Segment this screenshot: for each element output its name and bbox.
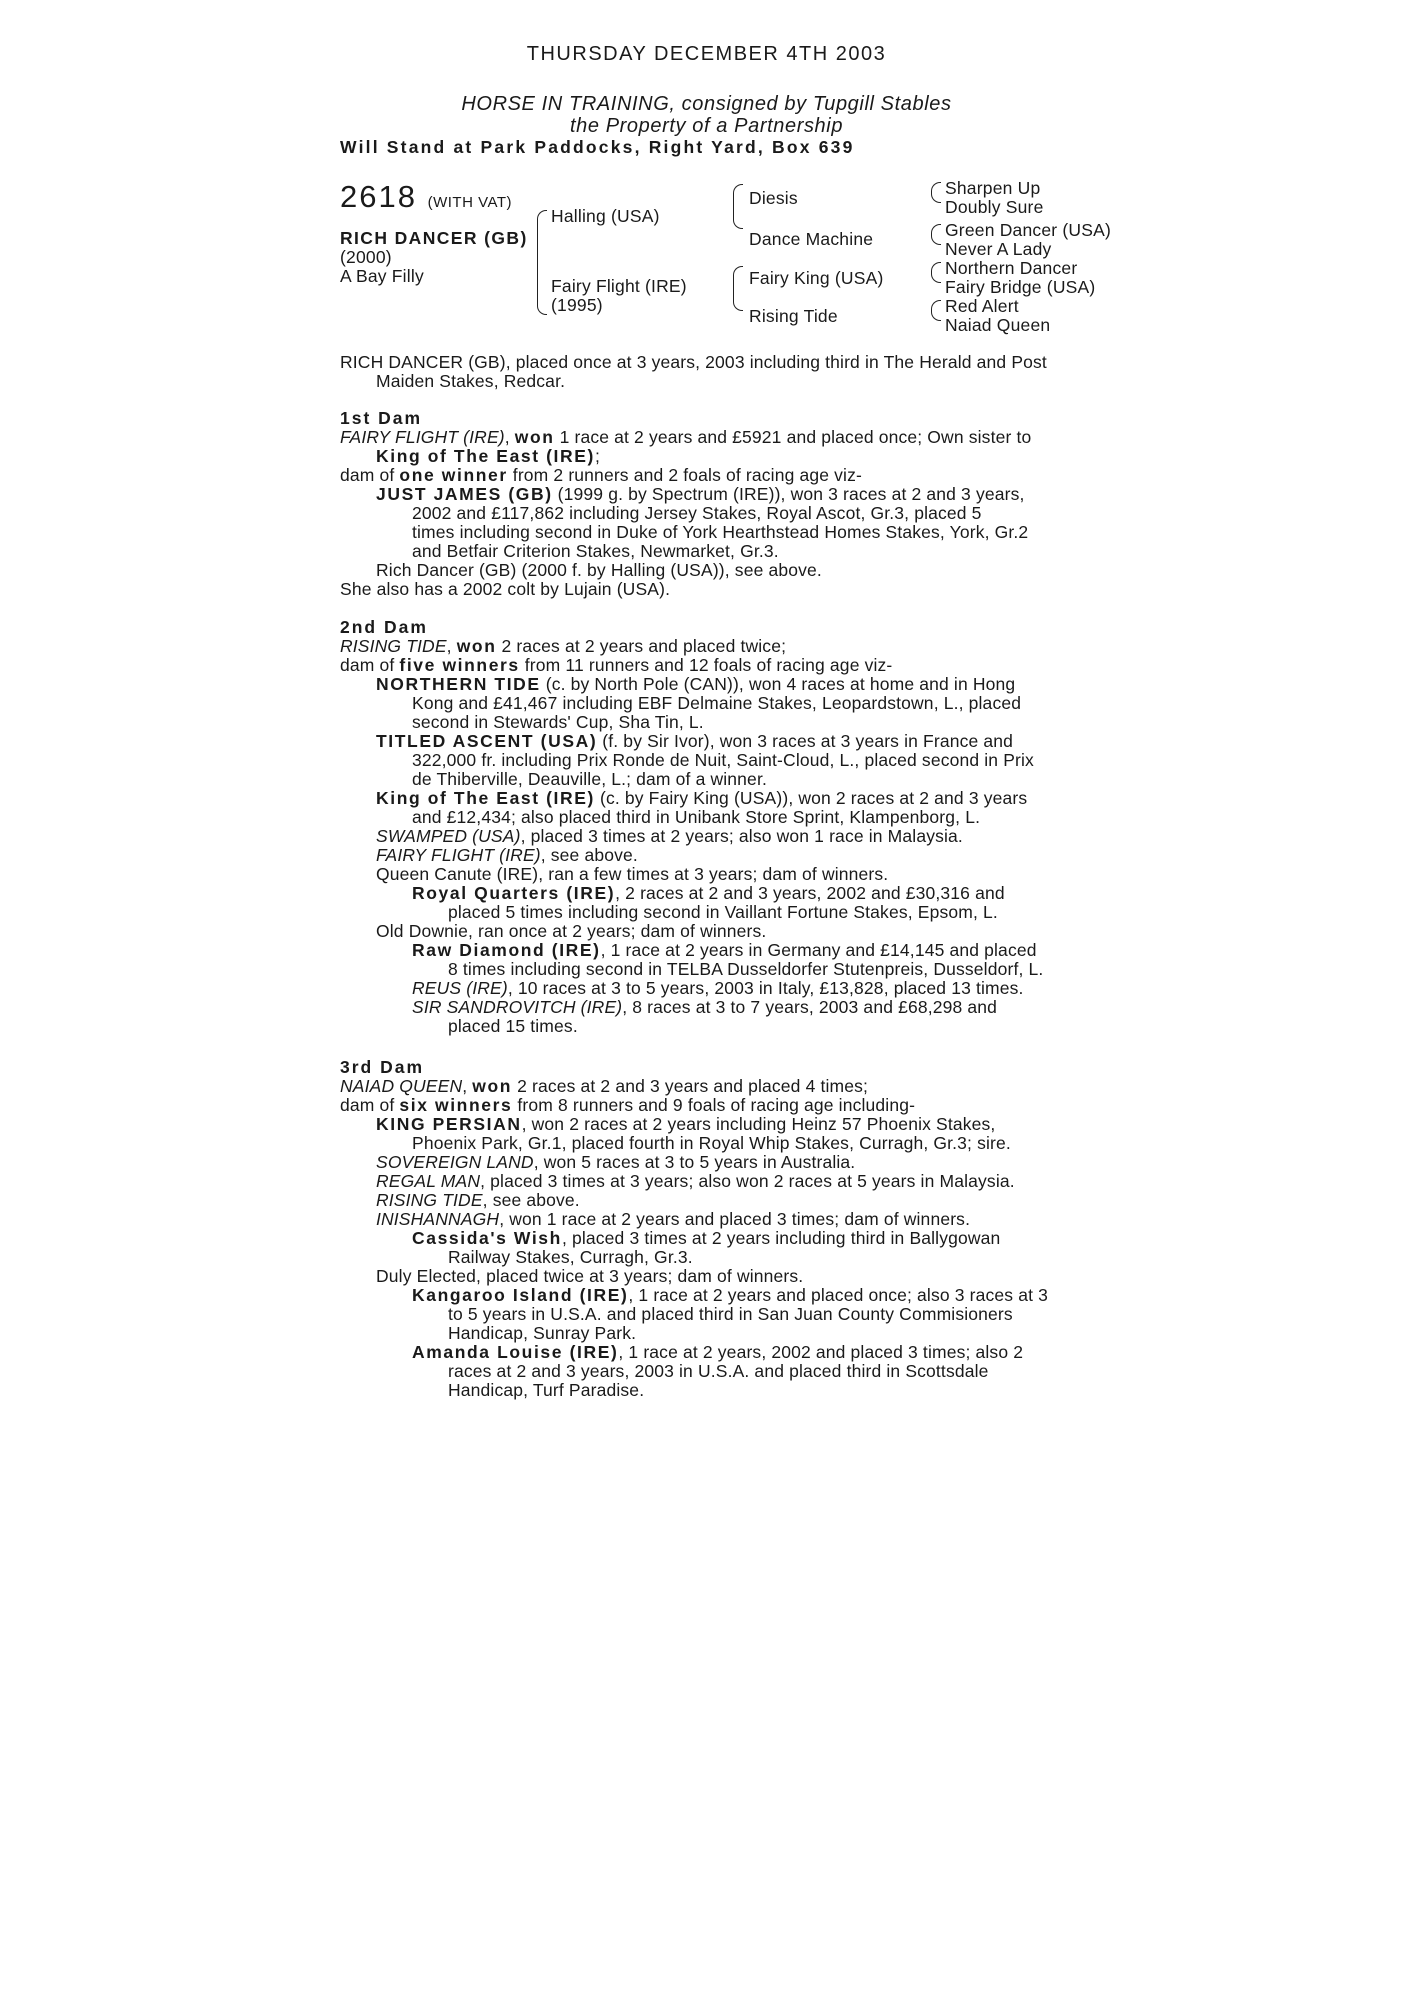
text-run: , 1 race at 2 years and placed once; also 3 races at 3 bbox=[628, 1285, 1049, 1305]
text-run: (1999 g. by Spectrum (IRE)), won 3 races at 2 and 3 years, bbox=[552, 484, 1025, 504]
pedigree-g4: Never A Lady bbox=[945, 239, 1052, 259]
pedigree-g2: Doubly Sure bbox=[945, 197, 1044, 217]
horse-italic: RISING TIDE bbox=[376, 1190, 483, 1210]
horse-italic: REUS (IRE) bbox=[412, 978, 508, 998]
text-run: , see above. bbox=[482, 1190, 580, 1210]
produce-line bbox=[340, 789, 1080, 808]
text-run: from 11 runners and 12 foals of racing age viz- bbox=[519, 655, 893, 675]
brace-g4 bbox=[931, 234, 941, 245]
horse-description: A Bay Filly bbox=[340, 266, 424, 286]
produce-line: Kong and £41,467 including EBF Delmaine Stakes, Leopardstown, L., placed bbox=[412, 693, 1022, 713]
sale-date: THURSDAY DECEMBER 4TH 2003 bbox=[526, 43, 887, 65]
produce-line bbox=[340, 1286, 1080, 1305]
produce-line: She also has a 2002 colt by Lujain (USA). bbox=[340, 579, 671, 599]
produce-line: placed 5 times including second in Vaillant Fortune Stakes, Epsom, L. bbox=[448, 902, 998, 922]
pedigree-g7: Red Alert bbox=[945, 296, 1019, 316]
text-run: , placed 3 times at 3 years; also won 2 races at 5 years in Malaysia. bbox=[480, 1171, 1015, 1191]
produce-line bbox=[340, 675, 1080, 694]
intro-line: Maiden Stakes, Redcar. bbox=[376, 371, 566, 391]
pedigree-sire: Halling (USA) bbox=[551, 206, 660, 226]
text-run: , placed 3 times at 2 years including third in Ballygowan bbox=[561, 1228, 1001, 1248]
text-run: , 10 races at 3 to 5 years, 2003 in Italy, £13,828, placed 13 times. bbox=[507, 978, 1024, 998]
dam-line bbox=[340, 428, 1080, 447]
brace-g6 bbox=[931, 272, 941, 283]
brace-dam bbox=[537, 262, 547, 315]
dam-name: RISING TIDE bbox=[340, 636, 447, 656]
section-heading: 2nd Dam bbox=[340, 617, 428, 637]
produce-line bbox=[340, 1153, 1080, 1172]
produce-line: 8 times including second in TELBA Dusseldorfer Stutenpreis, Dusseldorf, L. bbox=[448, 959, 1044, 979]
produce-line: Queen Canute (IRE), ran a few times at 3 years; dam of winners. bbox=[376, 864, 889, 884]
text-run: , won 2 races at 2 years including Heinz 57 Phoenix Stakes, bbox=[521, 1114, 996, 1134]
horse-bold: NORTHERN TIDE bbox=[376, 674, 541, 694]
text-run: won bbox=[456, 636, 497, 656]
produce-line: races at 2 and 3 years, 2003 in U.S.A. and placed third in Scottsdale bbox=[448, 1361, 989, 1381]
pedigree-dam-year: (1995) bbox=[551, 295, 603, 315]
text-run: (c. by North Pole (CAN)), won 4 races at home and in Hong bbox=[540, 674, 1016, 694]
text-run: dam of bbox=[340, 465, 400, 485]
produce-line bbox=[340, 1172, 1080, 1191]
horse-italic: SOVEREIGN LAND bbox=[376, 1152, 534, 1172]
produce-line: placed 15 times. bbox=[448, 1016, 578, 1036]
text-run: from 2 runners and 2 foals of racing age viz- bbox=[507, 465, 862, 485]
intro-line: RICH DANCER (GB), placed once at 3 years, 2003 including third in The Herald and Post bbox=[340, 352, 1047, 372]
text-run: 2 races at 2 and 3 years and placed 4 times; bbox=[512, 1076, 869, 1096]
section-heading: 3rd Dam bbox=[340, 1057, 425, 1077]
horse-bold: Amanda Louise (IRE) bbox=[412, 1342, 619, 1362]
produce-line: and £12,434; also placed third in Unibank Store Sprint, Klampenborg, L. bbox=[412, 807, 981, 827]
horse-year: (2000) bbox=[340, 247, 392, 267]
dam-name: NAIAD QUEEN bbox=[340, 1076, 463, 1096]
text-run: , won 5 races at 3 to 5 years in Australia. bbox=[533, 1152, 856, 1172]
horse-bold: Cassida's Wish bbox=[412, 1228, 562, 1248]
text-run: dam of bbox=[340, 655, 400, 675]
text-run: , bbox=[504, 427, 515, 447]
first-dam-section bbox=[340, 409, 1080, 599]
text-run: , bbox=[446, 636, 457, 656]
text-run: 2 races at 2 years and placed twice; bbox=[496, 636, 787, 656]
dam-line bbox=[340, 447, 1080, 466]
text-run: from 8 runners and 9 foals of racing age including- bbox=[512, 1095, 916, 1115]
text-run: , 8 races at 3 to 7 years, 2003 and £68,298 and bbox=[622, 997, 998, 1017]
vat-note: (WITH VAT) bbox=[427, 194, 513, 211]
produce-line: Handicap, Sunray Park. bbox=[448, 1323, 637, 1343]
winners-count: six winners bbox=[399, 1095, 513, 1115]
produce-line: Old Downie, ran once at 2 years; dam of winners. bbox=[376, 921, 767, 941]
pedigree-sire-dam: Dance Machine bbox=[749, 229, 874, 249]
produce-line bbox=[340, 941, 1080, 960]
text-run: , bbox=[462, 1076, 473, 1096]
text-run: (c. by Fairy King (USA)), won 2 races at 2 and 3 years bbox=[594, 788, 1028, 808]
produce-line: Phoenix Park, Gr.1, placed fourth in Royal Whip Stakes, Curragh, Gr.3; sire. bbox=[412, 1133, 1011, 1153]
horse-bold: King of The East (IRE) bbox=[376, 788, 595, 808]
pedigree-g3: Green Dancer (USA) bbox=[945, 220, 1112, 240]
text-run: dam of bbox=[340, 1095, 400, 1115]
second-dam-section bbox=[340, 618, 1080, 1036]
produce-line: second in Stewards' Cup, Sha Tin, L. bbox=[412, 712, 704, 732]
produce-line bbox=[340, 732, 1080, 751]
text-run: won bbox=[514, 427, 555, 447]
lot-number: 2618 bbox=[340, 179, 417, 214]
produce-line bbox=[340, 884, 1080, 903]
horse-bold: Kangaroo Island (IRE) bbox=[412, 1285, 629, 1305]
dam-line bbox=[340, 656, 1080, 675]
produce-line: 2002 and £117,862 including Jersey Stakes, Royal Ascot, Gr.3, placed 5 bbox=[412, 503, 982, 523]
pedigree-g1: Sharpen Up bbox=[945, 178, 1041, 198]
pedigree-dam-dam: Rising Tide bbox=[749, 306, 838, 326]
section-heading: 1st Dam bbox=[340, 408, 423, 428]
brace-sire bbox=[537, 210, 547, 263]
text-run: ; bbox=[594, 446, 600, 466]
winners-count: one winner bbox=[399, 465, 508, 485]
produce-line bbox=[340, 827, 1080, 846]
text-run: , 1 race at 2 years in Germany and £14,145 and placed bbox=[600, 940, 1037, 960]
produce-line: to 5 years in U.S.A. and placed third in San Juan County Commisioners bbox=[448, 1304, 1013, 1324]
produce-line bbox=[340, 1210, 1080, 1229]
lot-heading: HORSE IN TRAINING, consigned by Tupgill Stables bbox=[461, 93, 952, 115]
text-run: , placed 3 times at 2 years; also won 1 race in Malaysia. bbox=[520, 826, 963, 846]
produce-line: Duly Elected, placed twice at 3 years; dam of winners. bbox=[376, 1266, 804, 1286]
text-run: , 1 race at 2 years, 2002 and placed 3 times; also 2 bbox=[618, 1342, 1024, 1362]
produce-line: Handicap, Turf Paradise. bbox=[448, 1380, 645, 1400]
text-run: won bbox=[472, 1076, 513, 1096]
text-run: , see above. bbox=[540, 845, 638, 865]
produce-line bbox=[340, 1191, 1080, 1210]
pedigree-dam-sire: Fairy King (USA) bbox=[749, 268, 884, 288]
horse-bold: King of The East (IRE) bbox=[376, 446, 595, 466]
produce-line: and Betfair Criterion Stakes, Newmarket, Gr.3. bbox=[412, 541, 779, 561]
horse-bold: Royal Quarters (IRE) bbox=[412, 883, 616, 903]
stand-location: Will Stand at Park Paddocks, Right Yard, Box 639 bbox=[340, 137, 855, 157]
produce-line: Rich Dancer (GB) (2000 f. by Halling (USA)), see above. bbox=[376, 560, 822, 580]
winners-count: five winners bbox=[399, 655, 520, 675]
dam-name: FAIRY FLIGHT (IRE) bbox=[340, 427, 505, 447]
horse-bold: TITLED ASCENT (USA) bbox=[376, 731, 598, 751]
brace-g8 bbox=[931, 310, 941, 321]
dam-line bbox=[340, 637, 1080, 656]
brace-dam-dam bbox=[733, 288, 743, 311]
horse-bold: Raw Diamond (IRE) bbox=[412, 940, 601, 960]
produce-line bbox=[340, 998, 1080, 1017]
text-run: , 2 races at 2 and 3 years, 2002 and £30,316 and bbox=[615, 883, 1005, 903]
pedigree-sire-sire: Diesis bbox=[749, 188, 798, 208]
dam-line bbox=[340, 466, 1080, 485]
intro-paragraph bbox=[340, 353, 1080, 391]
horse-italic: FAIRY FLIGHT (IRE) bbox=[376, 845, 541, 865]
pedigree-g6: Fairy Bridge (USA) bbox=[945, 277, 1096, 297]
horse-italic: SIR SANDROVITCH (IRE) bbox=[412, 997, 623, 1017]
produce-line: times including second in Duke of York Hearthstead Homes Stakes, York, Gr.2 bbox=[412, 522, 1029, 542]
horse-italic: SWAMPED (USA) bbox=[376, 826, 521, 846]
horse-bold: KING PERSIAN bbox=[376, 1114, 522, 1134]
pedigree-g8: Naiad Queen bbox=[945, 315, 1051, 335]
produce-line bbox=[340, 1343, 1080, 1362]
produce-line bbox=[340, 1115, 1080, 1134]
third-dam-section bbox=[340, 1058, 1080, 1400]
produce-line bbox=[340, 979, 1080, 998]
produce-line: Railway Stakes, Curragh, Gr.3. bbox=[448, 1247, 693, 1267]
produce-line: 322,000 fr. including Prix Ronde de Nuit, Saint-Cloud, L., placed second in Prix bbox=[412, 750, 1034, 770]
brace-g2 bbox=[931, 192, 941, 203]
produce-line: de Thiberville, Deauville, L.; dam of a winner. bbox=[412, 769, 767, 789]
brace-sire-sire bbox=[733, 184, 743, 207]
property-line: the Property of a Partnership bbox=[569, 115, 844, 137]
dam-line bbox=[340, 1096, 1080, 1115]
text-run: (f. by Sir Ivor), won 3 races at 3 years in France and bbox=[597, 731, 1014, 751]
pedigree-g5: Northern Dancer bbox=[945, 258, 1078, 278]
brace-sire-dam bbox=[733, 206, 743, 229]
lot-number-line bbox=[340, 180, 512, 220]
produce-line bbox=[340, 1229, 1080, 1248]
horse-bold: JUST JAMES (GB) bbox=[376, 484, 553, 504]
horse-italic: REGAL MAN bbox=[376, 1171, 481, 1191]
text-run: , won 1 race at 2 years and placed 3 times; dam of winners. bbox=[499, 1209, 971, 1229]
produce-line bbox=[340, 485, 1080, 504]
horse-italic: INISHANNAGH bbox=[376, 1209, 500, 1229]
text-run: 1 race at 2 years and £5921 and placed once; Own sister to bbox=[554, 427, 1032, 447]
brace-dam-sire bbox=[733, 266, 743, 289]
produce-line bbox=[340, 846, 1080, 865]
horse-name: RICH DANCER (GB) bbox=[340, 228, 528, 248]
dam-line bbox=[340, 1077, 1080, 1096]
pedigree-dam: Fairy Flight (IRE) bbox=[551, 276, 687, 296]
